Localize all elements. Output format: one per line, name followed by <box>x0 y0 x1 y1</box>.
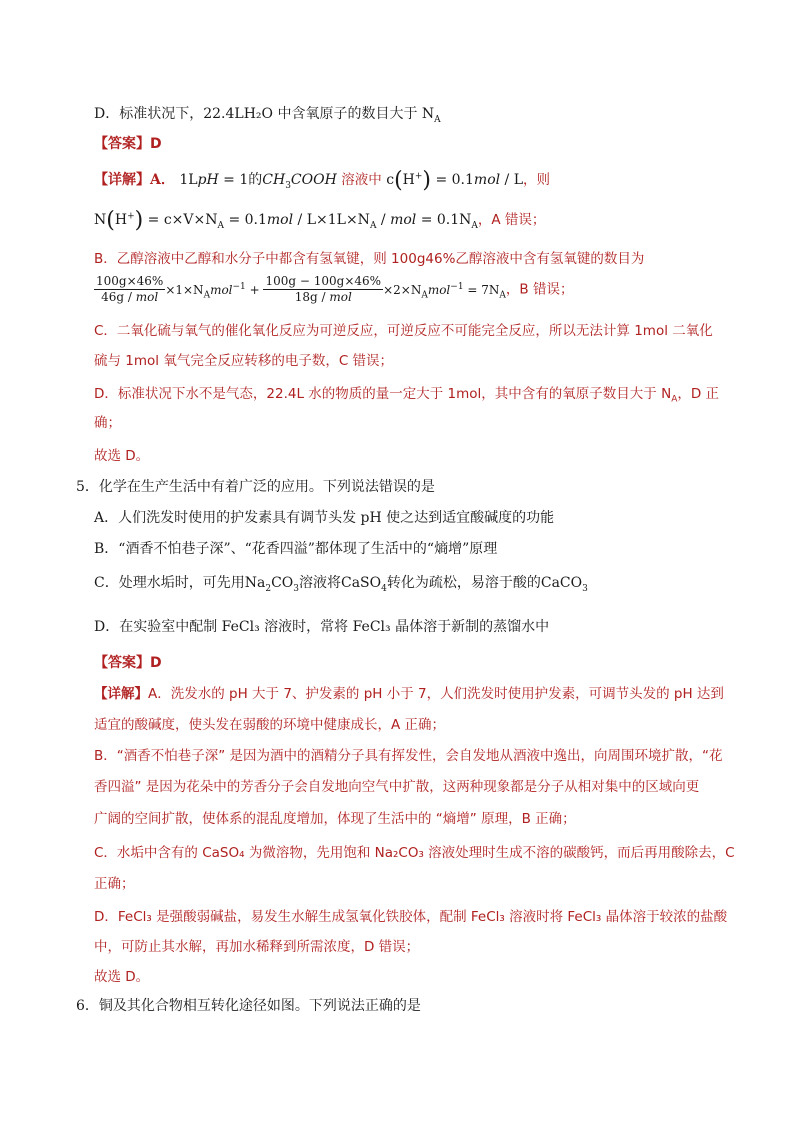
q6-stem: 6．铜及其化合物相互转化途径如图。下列说法正确的是 <box>76 998 421 1014</box>
q4-detail-a-calc-tail: ，A 错误； <box>477 212 546 228</box>
q4-detail-d-line2: 确； <box>94 415 121 431</box>
q4-answer-label: 【答案】 <box>94 136 150 152</box>
q5-answer-label: 【答案】 <box>94 655 150 671</box>
q5-detail-a-line1 <box>94 684 724 704</box>
q4-detail-a <box>94 170 550 191</box>
q5-option-c-p1: C．处理水垢时，可先用 <box>94 575 245 591</box>
q5-option-c: C．处理水垢时，可先用$Na_2CO_3$溶液将CaSO$_4$转化为疏松，易溶于酸的CaCO$_3$ <box>94 575 588 594</box>
q5-answer <box>94 653 162 673</box>
q4-detail-a-formula: 1LpH = 1的$CH_3COOH$ <box>179 172 337 191</box>
q5-detail-d-line1: D．FeCl₃ 是强酸弱碱盐，易发生水解生成氢氧化铁胶体，配制 FeCl₃ 溶液时将 FeCl₃ 晶体溶于较浓的盐酸 <box>94 909 728 925</box>
q5-detail-c-line1: C．水垢中含有的 CaSO₄ 为微溶物，先用饱和 Na₂CO₃ 溶液处理时生成不溶的碳酸钙，而后再用酸除去，C <box>94 845 735 861</box>
q4-detail-label: 【详解】 <box>94 172 150 188</box>
q4-frac-1: $\frac{100g\times 46\%}{\text{46g / mol}}$ <box>96 274 164 304</box>
q5-option-d: D．在实验室中配制 FeCl₃ 溶液时，常将 FeCl₃ 晶体溶于新制的蒸馏水中 <box>94 619 550 635</box>
q4-option-d-sub: A <box>434 114 441 125</box>
q5-detail-d-line2: 中，可防止其水解，再加水稀释到所需浓度，D 错误； <box>94 939 420 955</box>
q4-option-d-text: D．标准状况下，22.4LH₂O 中含氧原子的数目大于 N <box>94 106 435 122</box>
q5-conclusion: 故选 D。 <box>94 969 150 985</box>
q4-detail-c-line2: 硫与 1mol 氧气完全反应转移的电子数，C 错误； <box>94 353 394 369</box>
q4-detail-d-tail: ，D 正 <box>677 386 720 402</box>
q5-detail-a-text: A．洗发水的 pH 大于 7、护发素的 pH 小于 7，人们洗发时使用护发素，可调节头发的 pH 达到 <box>148 686 724 702</box>
q5-option-a: A．人们洗发时使用的护发素具有调节头发 pH 使之达到适宜酸碱度的功能 <box>94 510 555 526</box>
q4-detail-a-conc: c(H+) = 0.1mol / L <box>386 168 524 193</box>
q4-detail-b-line1: B．乙醇溶液中乙醇和水分子中都含有氢氧键，则 100g46%乙醇溶液中含有氢氧键的数目为 <box>94 251 645 267</box>
q4-answer <box>94 134 162 154</box>
q4-conclusion: 故选 D。 <box>94 448 150 464</box>
q5-option-c-p3: 转化为疏松，易溶于酸的 <box>386 575 541 591</box>
q5-detail-b-line2: 香四溢” 是因为花朵中的芳香分子会自发地向空气中扩散，这两种现象都是分子从相对集中的区域向更 <box>94 779 700 795</box>
q5-option-b: B．“酒香不怕巷子深”、“花香四溢”都体现了生活中的“熵增”原理 <box>94 541 498 557</box>
q5-detail-c-line2: 正确； <box>94 876 135 892</box>
q4-detail-b-formula: $\frac{100g\times 46\%}{\text{46g / mol}}$ $\times 1\times N_Amol^{-1}$ + $\frac{100g - 100g\times 46\%}{\text{18g / mol}}$ $\times 2\times N_Amol^{-1} = 7N_A$，B 错误； <box>96 274 574 304</box>
q4-detail-c-line1: C．二氧化硫与氧气的催化氧化反应为可逆反应，可逆反应不可能完全反应，所以无法计算 1mol 二氧化 <box>94 323 713 339</box>
q5-detail-a-line2: 适宜的酸碱度，使头发在弱酸的环境中健康成长，A 正确； <box>94 717 446 733</box>
q4-detail-a-calc <box>94 210 545 231</box>
q5-detail-label: 【详解】 <box>94 686 148 702</box>
q4-detail-a-calc-formula: $N(H^+) = c\times V\times N_A = 0.1mol / L\times 1L\times N_A$ / mol = $0.1N_A$ <box>94 208 478 233</box>
q4-answer-value: D <box>150 136 162 152</box>
q4-detail-a-mid: 溶液中 <box>341 172 382 188</box>
q5-option-c-p2: 溶液将 <box>299 575 341 591</box>
q5-detail-b-line3: 广阔的空间扩散，使体系的混乱度增加，体现了生活中的 “熵增” 原理，B 正确； <box>94 811 576 827</box>
q4-detail-d-line1: D．标准状况下水不是气态，22.4L 水的物质的量一定大于 1mol，其中含有的氧原子数目大于 $N_A$，D 正 <box>94 386 720 405</box>
q5-detail-b-line1: B．“酒香不怕巷子深” 是因为酒中的酒精分子具有挥发性，会自发地从酒液中逸出，向周围环境扩散，“花 <box>94 748 723 764</box>
q4-detail-b-tail: ，B 错误； <box>505 281 574 298</box>
q4-detail-a-suffix: ，则 <box>523 172 551 188</box>
q4-detail-d-text: D．标准状况下水不是气态，22.4L 水的物质的量一定大于 1mol，其中含有的氧原子数目大于 N <box>94 386 672 402</box>
q4-frac-2: $\frac{100g - 100g\times 46\%}{\text{18g / mol}}$ <box>265 274 382 304</box>
q5-answer-value: D <box>150 655 162 671</box>
q4-detail-a-prefix: A． <box>150 172 175 188</box>
q5-stem: 5．化学在生产生活中有着广泛的应用。下列说法错误的是 <box>76 479 435 495</box>
q4-option-d <box>94 104 441 124</box>
